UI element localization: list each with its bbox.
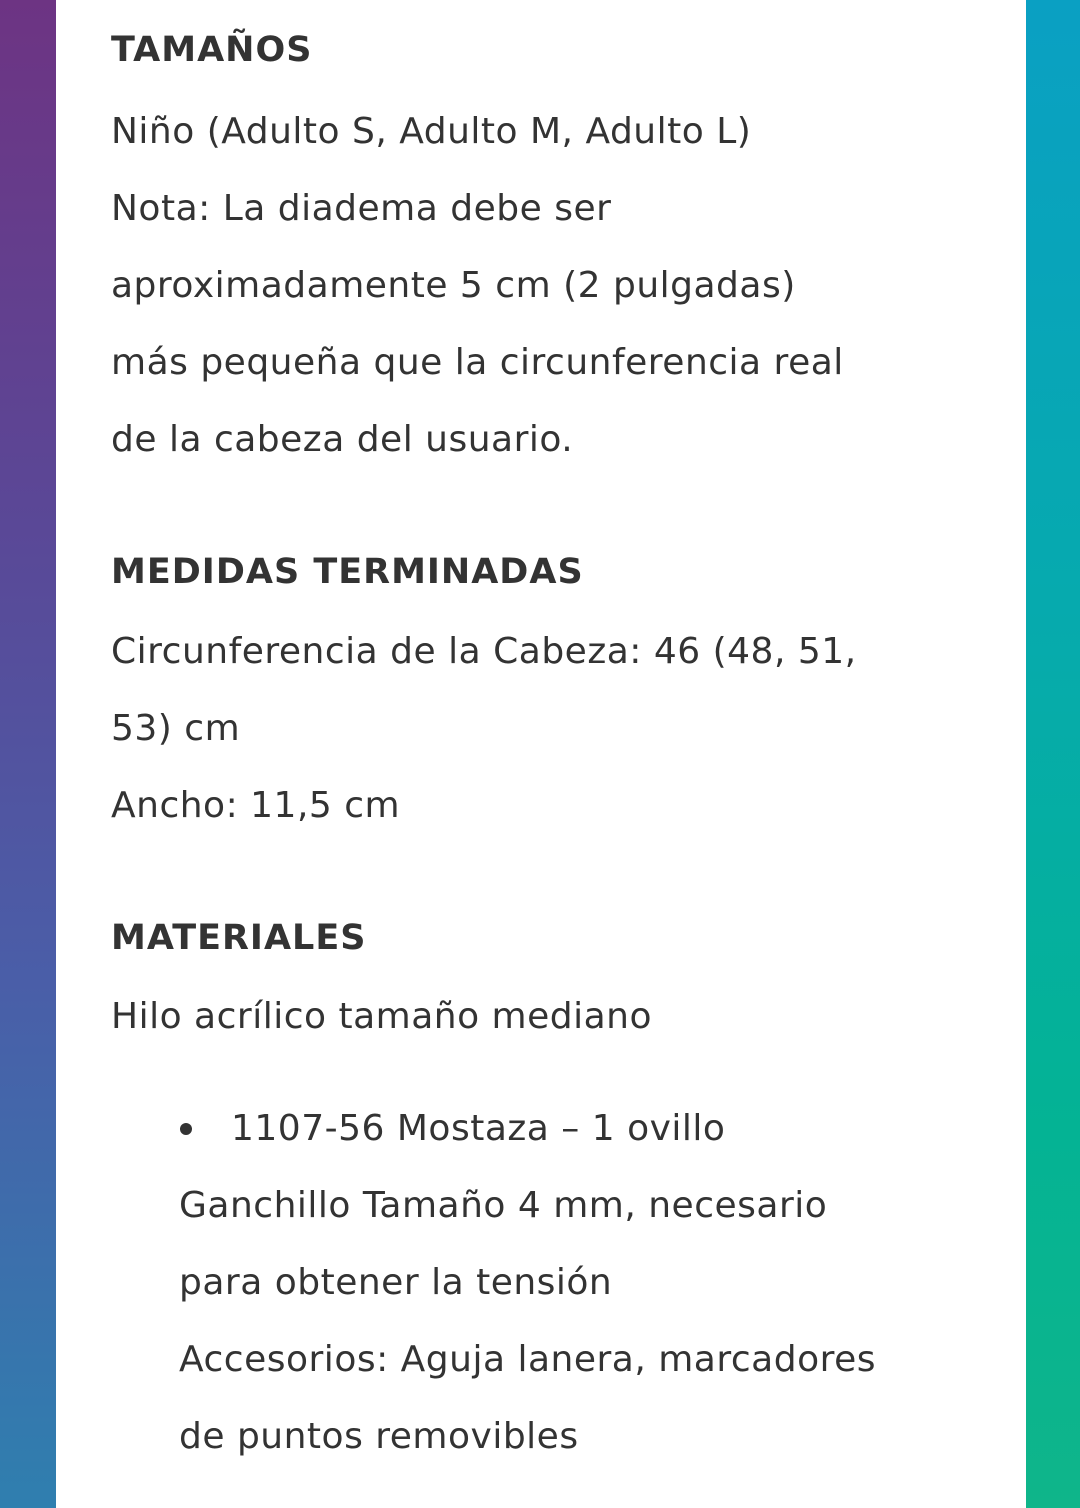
materials-details [179, 1167, 876, 1475]
measurements-line: Ancho: 11,5 cm [111, 785, 401, 826]
sizes-heading: TAMAÑOS [111, 30, 313, 70]
sizes-text [111, 93, 844, 478]
bullet-icon [180, 1123, 192, 1135]
materials-detail-line: de puntos removibles [179, 1416, 579, 1457]
left-gradient-border [0, 0, 56, 1508]
measurements-line: Circunferencia de la Cabeza: 46 (48, 51, [111, 631, 857, 672]
content-card [56, 0, 1026, 1508]
right-gradient-border [1026, 0, 1080, 1508]
sizes-line: más pequeña que la circunferencia real [111, 342, 844, 383]
sizes-line: aproximadamente 5 cm (2 pulgadas) [111, 265, 796, 306]
materials-detail-line: Accesorios: Aguja lanera, marcadores [179, 1339, 877, 1380]
materials-intro: Hilo acrílico tamaño mediano [111, 996, 653, 1037]
materials-detail-line: Ganchillo Tamaño 4 mm, necesario [179, 1185, 828, 1226]
measurements-line: 53) cm [111, 708, 241, 749]
yarn-item: 1107-56 Mostaza – 1 ovillo [231, 1108, 726, 1149]
sizes-line: Niño (Adulto S, Adulto M, Adulto L) [111, 111, 752, 152]
sizes-line: Nota: La diadema debe ser [111, 188, 612, 229]
sizes-line: de la cabeza del usuario. [111, 419, 574, 460]
measurements-text [111, 613, 857, 844]
materials-detail-line: para obtener la tensión [179, 1262, 613, 1303]
measurements-heading: MEDIDAS TERMINADAS [111, 552, 584, 592]
materials-heading: MATERIALES [111, 918, 367, 958]
